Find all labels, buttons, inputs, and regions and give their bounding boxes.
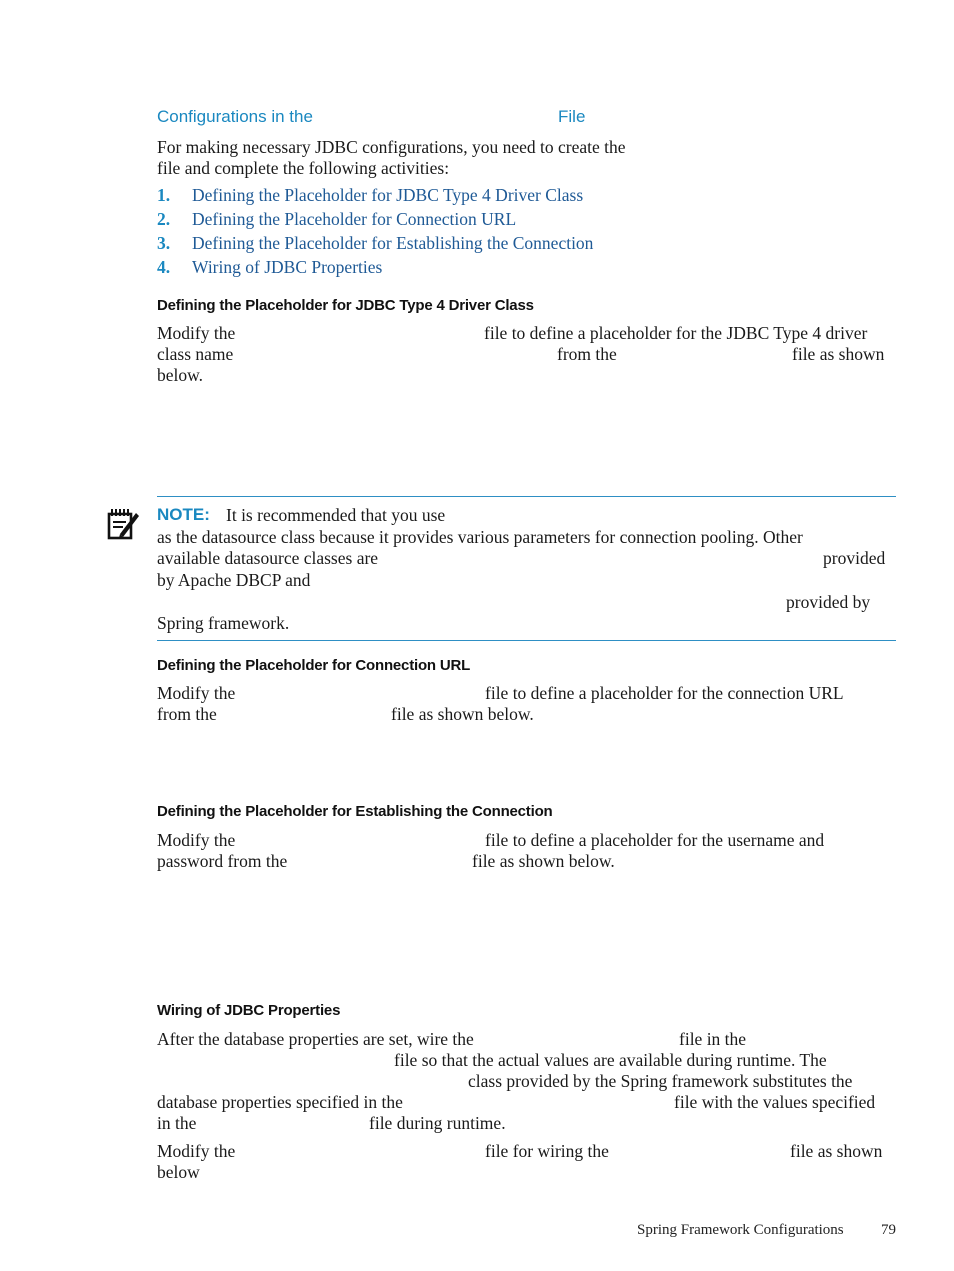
wiring-text: file so that the actual values are available during runtime. The — [394, 1050, 827, 1070]
intro-line-1: For making necessary JDBC configurations, you need to create the — [157, 137, 626, 157]
intro-line-2: file and complete the following activities: — [157, 158, 450, 178]
connection-url-text: Modify the — [157, 683, 236, 703]
heading-connection-url: Defining the Placeholder for Connection URL — [157, 657, 471, 674]
step-link-connection-url[interactable]: Defining the Placeholder for Connection URL — [192, 209, 517, 229]
wiring-text: After the database properties are set, wire the — [157, 1029, 474, 1049]
note-text: available datasource classes are — [157, 548, 379, 568]
note-text: as the datasource class because it provides various parameters for connection pooling. Other — [157, 527, 803, 547]
driver-text: class name — [157, 344, 234, 364]
driver-text: below. — [157, 365, 204, 385]
step-link-establishing-connection[interactable]: Defining the Placeholder for Establishing the Connection — [192, 233, 594, 253]
step-number: 4. — [157, 257, 171, 277]
heading-wiring: Wiring of JDBC Properties — [157, 1002, 341, 1019]
wiring-text: file as shown — [790, 1141, 883, 1161]
wiring-text: Modify the — [157, 1141, 236, 1161]
driver-text: Modify the — [157, 323, 236, 343]
wiring-text: file during runtime. — [369, 1113, 506, 1133]
section-title — [157, 107, 313, 127]
wiring-text: in the — [157, 1113, 197, 1133]
heading-driver-class: Defining the Placeholder for JDBC Type 4 Driver Class — [157, 297, 534, 314]
note-text: provided — [823, 548, 886, 568]
wiring-text: file in the — [679, 1029, 747, 1049]
note-pad-icon — [106, 506, 140, 540]
section-title-part1: Configurations in the — [157, 107, 313, 126]
driver-text: from the — [557, 344, 617, 364]
connection-url-text: file to define a placeholder for the connection URL — [485, 683, 844, 703]
step-number: 1. — [157, 185, 171, 205]
connection-url-text: file as shown below. — [391, 704, 534, 724]
establish-text: file as shown below. — [472, 851, 615, 871]
establish-text: file to define a placeholder for the username and — [485, 830, 825, 850]
note-text: by Apache DBCP and — [157, 570, 311, 590]
heading-establishing-connection: Defining the Placeholder for Establishing the Connection — [157, 803, 553, 820]
section-title-file: File — [558, 107, 586, 126]
step-number: 2. — [157, 209, 171, 229]
footer-title: Spring Framework Configurations — [637, 1222, 844, 1238]
step-link-wiring[interactable]: Wiring of JDBC Properties — [192, 257, 383, 277]
note-label: NOTE: — [157, 505, 210, 524]
note-text: provided by — [786, 592, 871, 612]
note-bottom-rule — [157, 640, 896, 641]
wiring-text: file for wiring the — [485, 1141, 609, 1161]
driver-text: file as shown — [792, 344, 885, 364]
note-text: It is recommended that you use — [226, 505, 446, 525]
step-number: 3. — [157, 233, 171, 253]
wiring-text: class provided by the Spring framework substitutes the — [468, 1071, 853, 1091]
note-top-rule — [157, 496, 896, 497]
note-text: Spring framework. — [157, 613, 290, 633]
step-link-driver-class[interactable]: Defining the Placeholder for JDBC Type 4 Driver Class — [192, 185, 584, 205]
establish-text: Modify the — [157, 830, 236, 850]
establish-text: password from the — [157, 851, 288, 871]
page-number: 79 — [881, 1222, 896, 1238]
connection-url-text: from the — [157, 704, 217, 724]
driver-text: file to define a placeholder for the JDBC Type 4 driver — [484, 323, 868, 343]
wiring-text: below — [157, 1162, 200, 1182]
wiring-text: file with the values specified — [674, 1092, 876, 1112]
wiring-text: database properties specified in the — [157, 1092, 403, 1112]
